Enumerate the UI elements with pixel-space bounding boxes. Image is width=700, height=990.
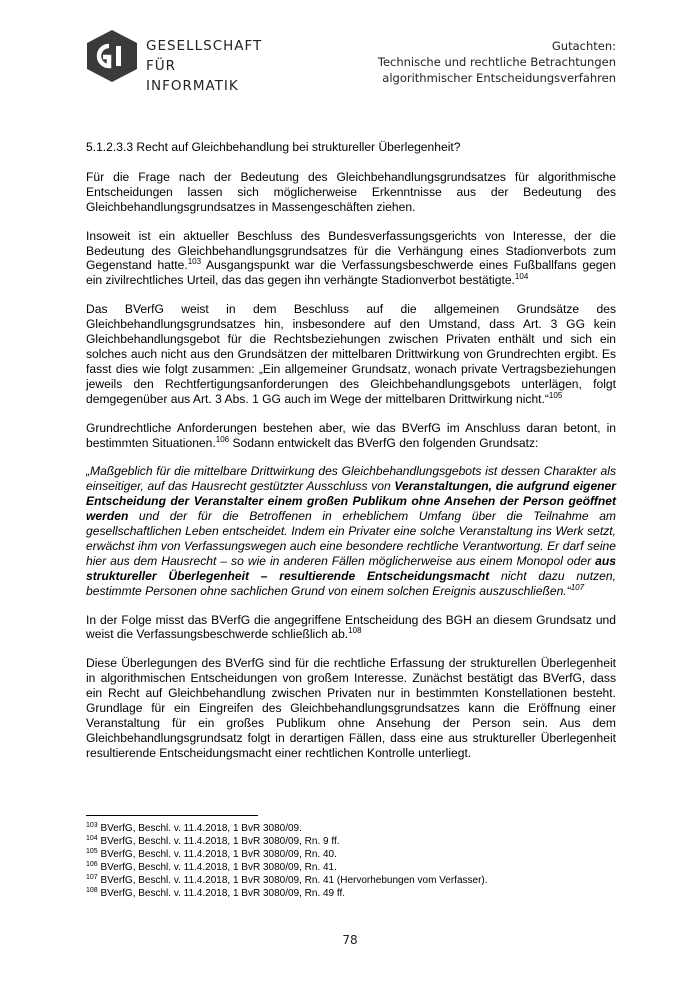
footnote-text: BVerfG, Beschl. v. 11.4.2018, 1 BvR 3080/09. (97, 823, 302, 834)
paragraph-4-text-a: Grundrechtliche Anforderungen bestehen aber, wie das BVerfG im Anschluss daran betont, in bestimmten Situationen. (86, 420, 616, 450)
footnote-text: BVerfG, Beschl. v. 11.4.2018, 1 BvR 3080/09, Rn. 41. (97, 862, 337, 873)
footnote-106 (86, 861, 616, 874)
paragraph-4 (86, 421, 616, 451)
footnote-104 (86, 835, 616, 848)
footnote-number: 108 (86, 887, 98, 894)
paragraph-4-text-b: Sodann entwickelt das BVerfG den folgenden Grundsatz: (229, 435, 539, 450)
footnote-ref-108[interactable]: 108 (348, 626, 362, 636)
block-quote (86, 464, 616, 598)
footnote-ref-106[interactable]: 106 (215, 434, 230, 444)
footnote-108 (86, 887, 616, 900)
footnote-number: 104 (86, 835, 98, 842)
paragraph-1: Für die Frage nach der Bedeutung des Gleichbehandlungsgrundsatzes für algorithmische Entscheidungen lassen sich möglicherweise Erkenntnisse aus der Bedeutung des Gleichbehandlungsgrundsatzes in Massengeschäften ziehen. (86, 169, 616, 214)
logo-line-1: GESELLSCHAFT (146, 38, 263, 54)
quote-emphasis-1: Veranstaltungen, die aufgrund eigener Entscheidung der Veranstalter einem großen Publikum ohne Ansehen der Person geöffnet werden (86, 479, 616, 524)
page-number: 78 (342, 933, 358, 947)
paragraph-7: Diese Überlegungen des BVerfG sind für die rechtliche Erfassung der strukturellen Überlegenheit in algorithmischen Entscheidungen von großem Interesse. Zunächst bestätigt das BVerfG, dass ein Recht auf Gleichbehandlung zwischen Privaten nur in bestimmten Konstellationen besteht. Grundlage für ein Eingreifen des Gleichbehandlungsgrundsatzes kann die Eröffnung einer Veranstaltung für ein großes Publikum ohne Ansehung der Person sein. Aus dem Gleichbehandlungsgrundsatz folgt in derartigen Fällen, dass eine aus struktureller Überlegenheit resultierende Entscheidungsmacht einer rechtlichen Kontrolle unterliegt. (86, 656, 616, 760)
doc-title-line-3: algorithmischer Entscheidungsverfahren (382, 71, 616, 85)
footnote-text: BVerfG, Beschl. v. 11.4.2018, 1 BvR 3080/09, Rn. 41 (Hervorhebungen vom Verfasser). (97, 875, 488, 886)
footnote-ref-104[interactable]: 104 (514, 272, 529, 282)
footnote-ref-105[interactable]: 105 (548, 390, 563, 400)
quote-text-3: nicht dazu nutzen, bestimmte Personen ohne sachlichen Grund von einem solchen Ereignis auszuschließen.“ (86, 568, 616, 598)
paragraph-6-text: In der Folge misst das BVerfG die angegriffene Entscheidung des BGH an diesem Grundsatz und weist die Verfassungsbeschwerde schließlich ab. (86, 612, 616, 642)
footnote-ref-103[interactable]: 103 (187, 257, 202, 267)
footnote-text: BVerfG, Beschl. v. 11.4.2018, 1 BvR 3080/09, Rn. 9 ff. (97, 836, 340, 847)
logo-text (146, 36, 264, 96)
footnote-107 (86, 874, 616, 887)
paragraph-3 (86, 302, 616, 406)
footnote-103 (86, 822, 616, 835)
footnote-number: 107 (86, 874, 98, 881)
footnote-text: BVerfG, Beschl. v. 11.4.2018, 1 BvR 3080/09, Rn. 49 ff. (97, 888, 346, 899)
gi-logo (84, 29, 264, 94)
main-content (86, 140, 616, 775)
footnote-number: 106 (86, 861, 98, 868)
paragraph-6 (86, 613, 616, 643)
doc-title-line-1: Gutachten: (551, 39, 616, 53)
footnote-number: 105 (86, 848, 98, 855)
logo-line-2: FÜR INFORMATIK (146, 58, 239, 94)
doc-title-line-2: Technische und rechtliche Betrachtungen (377, 55, 616, 69)
footnotes (86, 822, 616, 900)
footnote-105 (86, 848, 616, 861)
paragraph-2 (86, 229, 616, 289)
footnote-ref-107[interactable]: 107 (570, 582, 585, 592)
gi-logo-icon (84, 29, 140, 83)
paragraph-3-text: Das BVerfG weist in dem Beschluss auf die allgemeinen Grundsätze des Gleichbehandlungsgrundsatzes hin, insbesondere auf den Umstand, dass Art. 3 GG kein Gleichbehandlungsgebot für die Rechtsbeziehungen zwischen Privaten enthält und sich ein solches auch nicht aus den Grundsätzen der mittelbaren Drittwirkung von Grundrechten ergibt. Es fasst dies wie folgt zusammen: „Ein allgemeiner Grundsatz, wonach private Vertragsbeziehungen jeweils den Rechtfertigungsanforderungen des Gleichbehandlungsgebots unterlägen, folgt demgegenüber aus Art. 3 Abs. 1 GG auch im Wege der mittelbaren Drittwirkung nicht.“ (86, 302, 616, 406)
quote-text-2: und der für die Betroffenen in erheblichem Umfang über die Teilnahme am gesellschaftlichen Leben entscheidet. Indem ein Privater eine solche Veranstaltung ins Werk setzt, erwächst ihm von Verfassungswegen auch eine besondere rechtliche Verantwortung. Er darf seine hier aus dem Hausrecht – so wie in anderen Fällen möglicherweise aus einem Monopol oder (86, 509, 616, 568)
document-header (316, 38, 616, 86)
footnote-number: 103 (86, 822, 98, 829)
quote-emphasis-2: aus struktureller Überlegenheit – resultierende Entscheidungsmacht (86, 553, 616, 583)
section-title: 5.1.2.3.3 Recht auf Gleichbehandlung bei struktureller Überlegenheit? (86, 140, 461, 154)
footnote-text: BVerfG, Beschl. v. 11.4.2018, 1 BvR 3080/09, Rn. 40. (97, 849, 337, 860)
quote-text-1: „Maßgeblich für die mittelbare Drittwirkung des Gleichbehandlungsgebots ist dessen Charakter als einseitiger, auf das Hausrecht gestützter Ausschluss von (86, 464, 616, 494)
paragraph-2-text-b: Ausgangspunkt war die Verfassungsbeschwerde eines Fußballfans gegen ein zivilrechtliches Urteil, das das gegen ihn verhängte Stadionverbot bestätigte. (86, 258, 616, 288)
footnote-divider (86, 815, 258, 816)
paragraph-2-text-a: Insoweit ist ein aktueller Beschluss des Bundesverfassungsgerichts von Interesse, der die Bedeutung des Gleichbehandlungsgrundsatzes für die Verhängung eines Stadionverbots zum Gegenstand hatte. (86, 228, 616, 273)
